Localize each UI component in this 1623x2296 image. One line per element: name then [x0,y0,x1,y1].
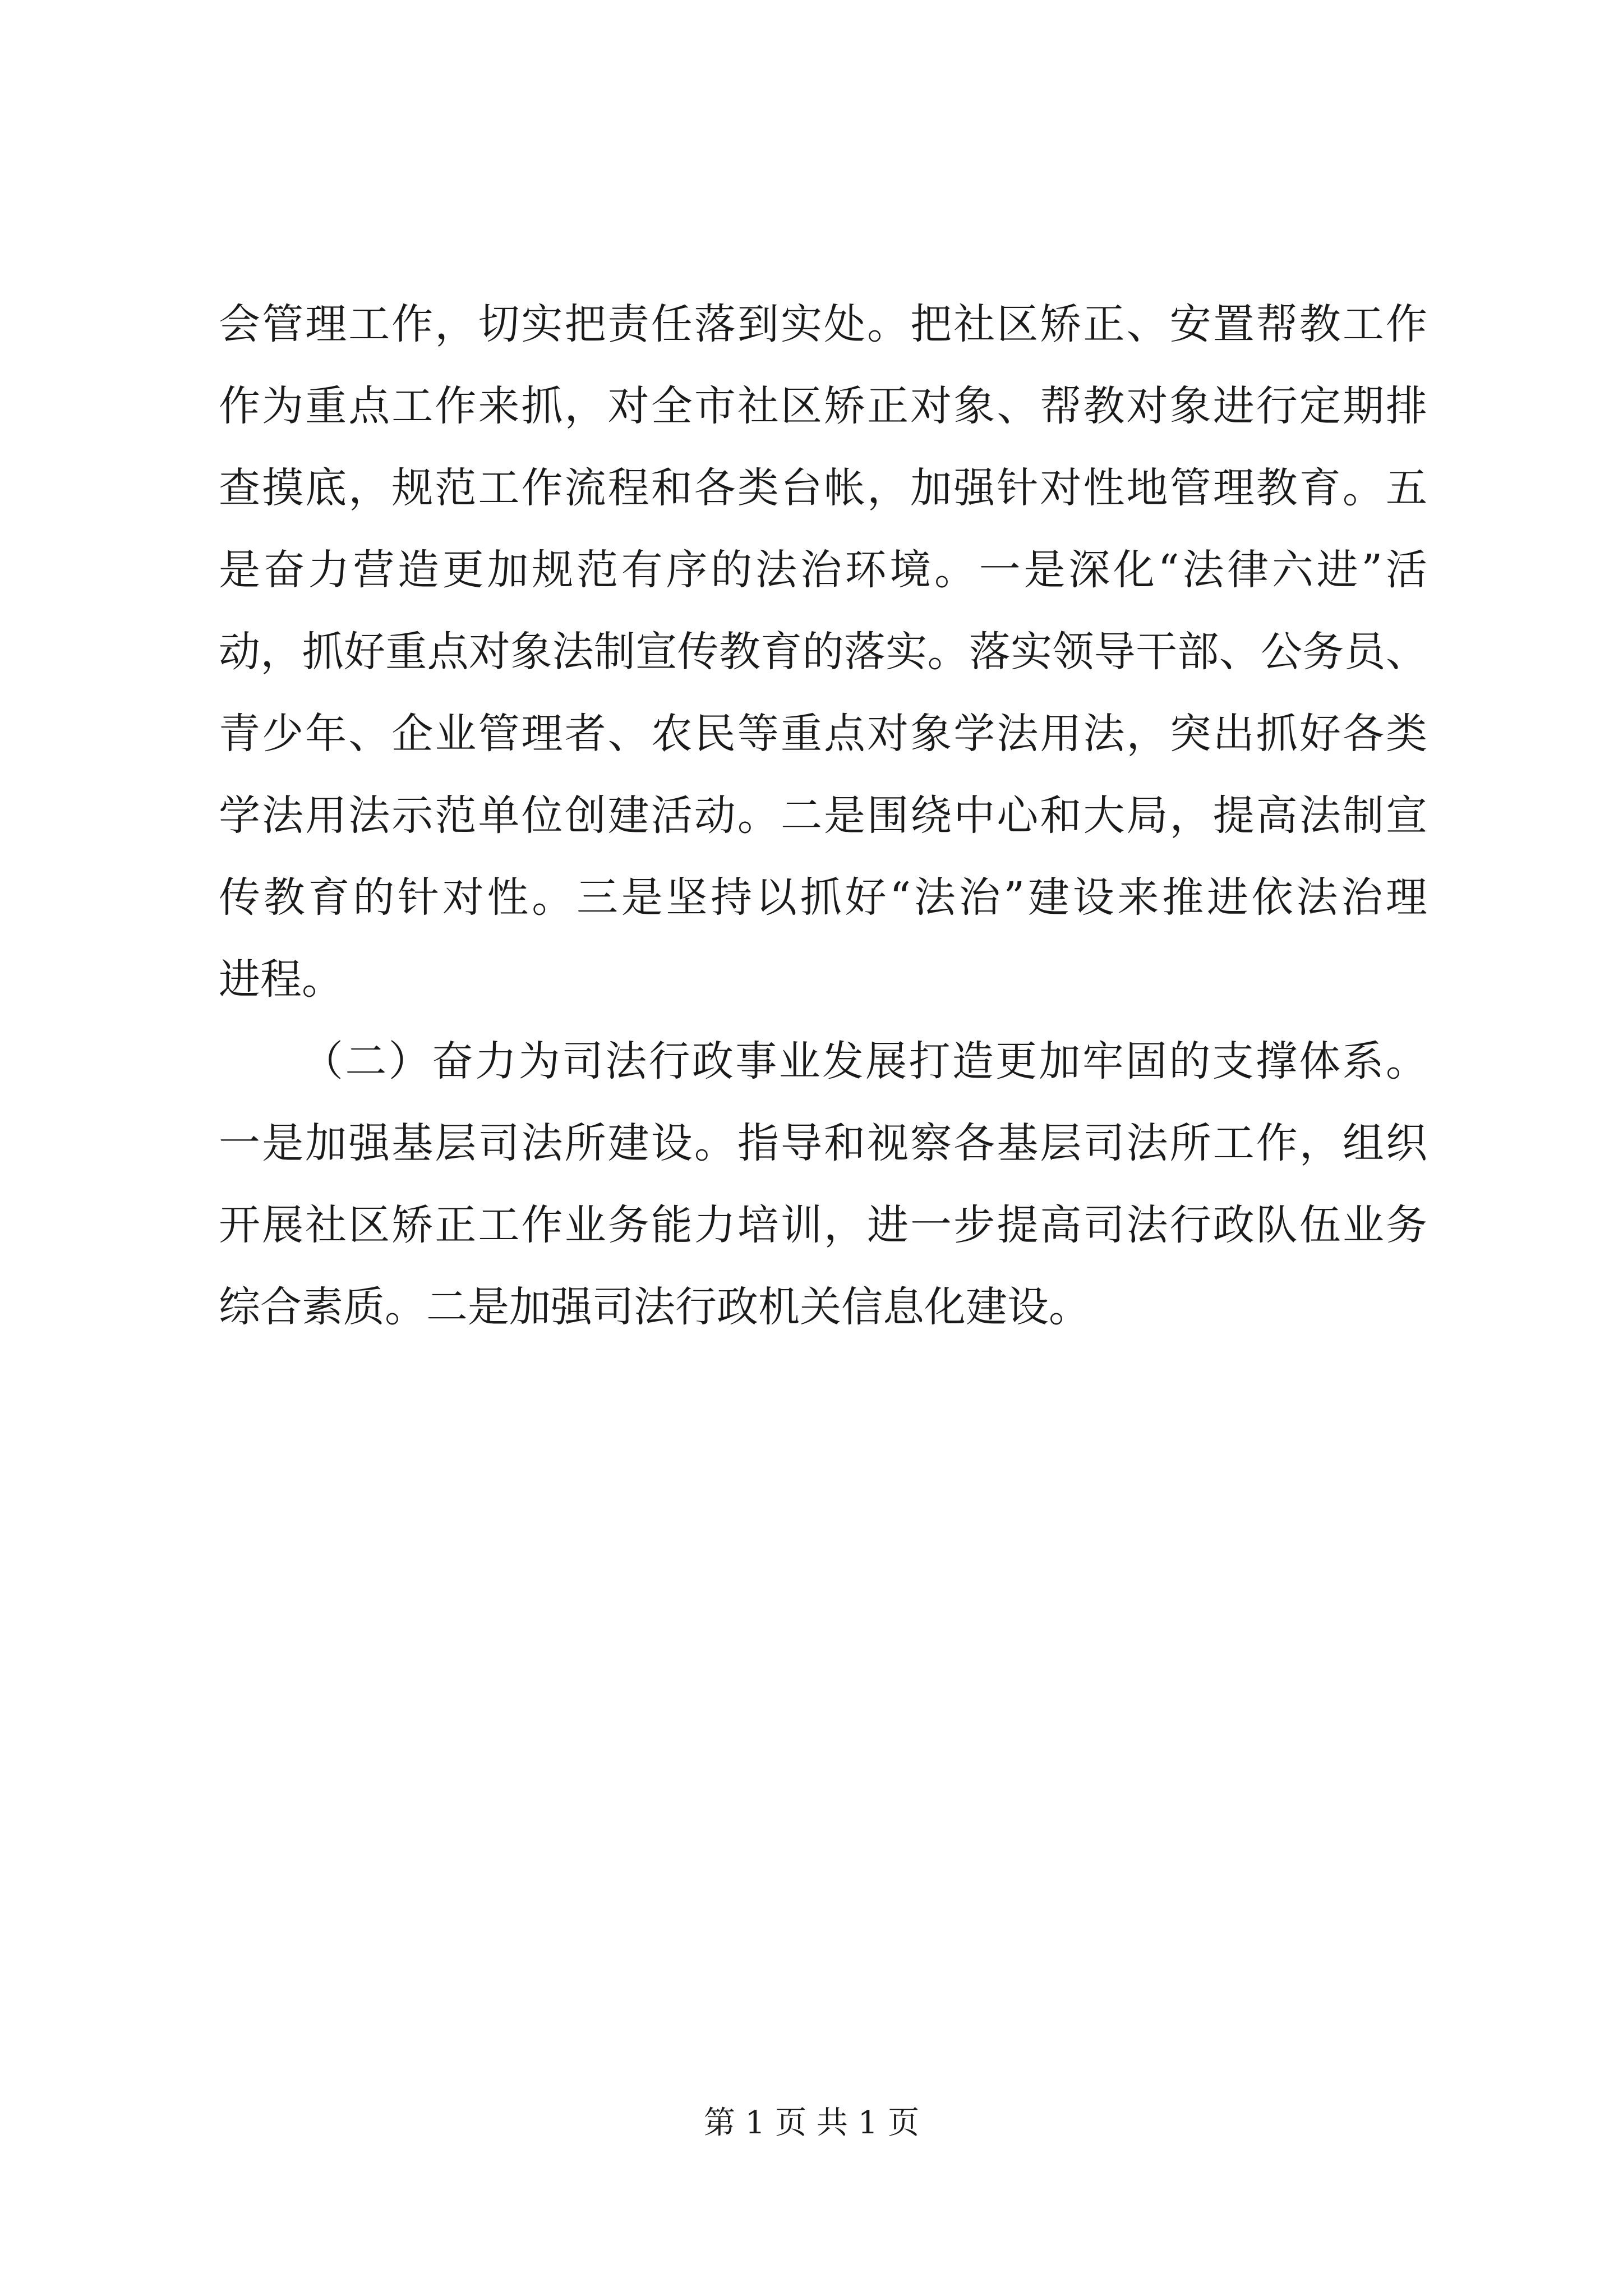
paragraph-line: 作为重点工作来抓，对全市社区矫正对象、帮教对象进行定期排 [219,382,1427,430]
paragraph-line: 开展社区矫正工作业务能力培训，进一步提高司法行政队伍业务 [219,1201,1427,1249]
page-footer: 第 1 页 共 1 页 [703,2105,920,2141]
paragraph-line: 传教育的针对性。三是坚持以抓好“法治”建设来推进依法治理 [219,873,1427,922]
paragraph-line: 会管理工作，切实把责任落到实处。把社区矫正、安置帮教工作 [219,300,1427,348]
paragraph-line: 综合素质。二是加强司法行政机关信息化建设。 [219,1283,1090,1331]
paragraph-line: 一是加强基层司法所建设。指导和视察各基层司法所工作，组织 [219,1119,1427,1167]
paragraph-line: 查摸底，规范工作流程和各类台帐，加强针对性地管理教育。五 [219,464,1427,512]
paragraph-line: 动，抓好重点对象法制宣传教育的落实。落实领导干部、公务员、 [219,628,1427,676]
paragraph-line: 是奋力营造更加规范有序的法治环境。一是深化“法律六进”活 [219,546,1427,594]
document-body [219,283,1427,1348]
section-heading-line: （二）奋力为司法行政事业发展打造更加牢固的支撑体系。 [302,1037,1427,1085]
paragraph-line: 青少年、企业管理者、农民等重点对象学法用法，突出抓好各类 [219,710,1427,758]
paragraph-line: 进程。 [219,955,343,1004]
paragraph-line: 学法用法示范单位创建活动。二是围绕中心和大局，提高法制宣 [219,792,1427,840]
